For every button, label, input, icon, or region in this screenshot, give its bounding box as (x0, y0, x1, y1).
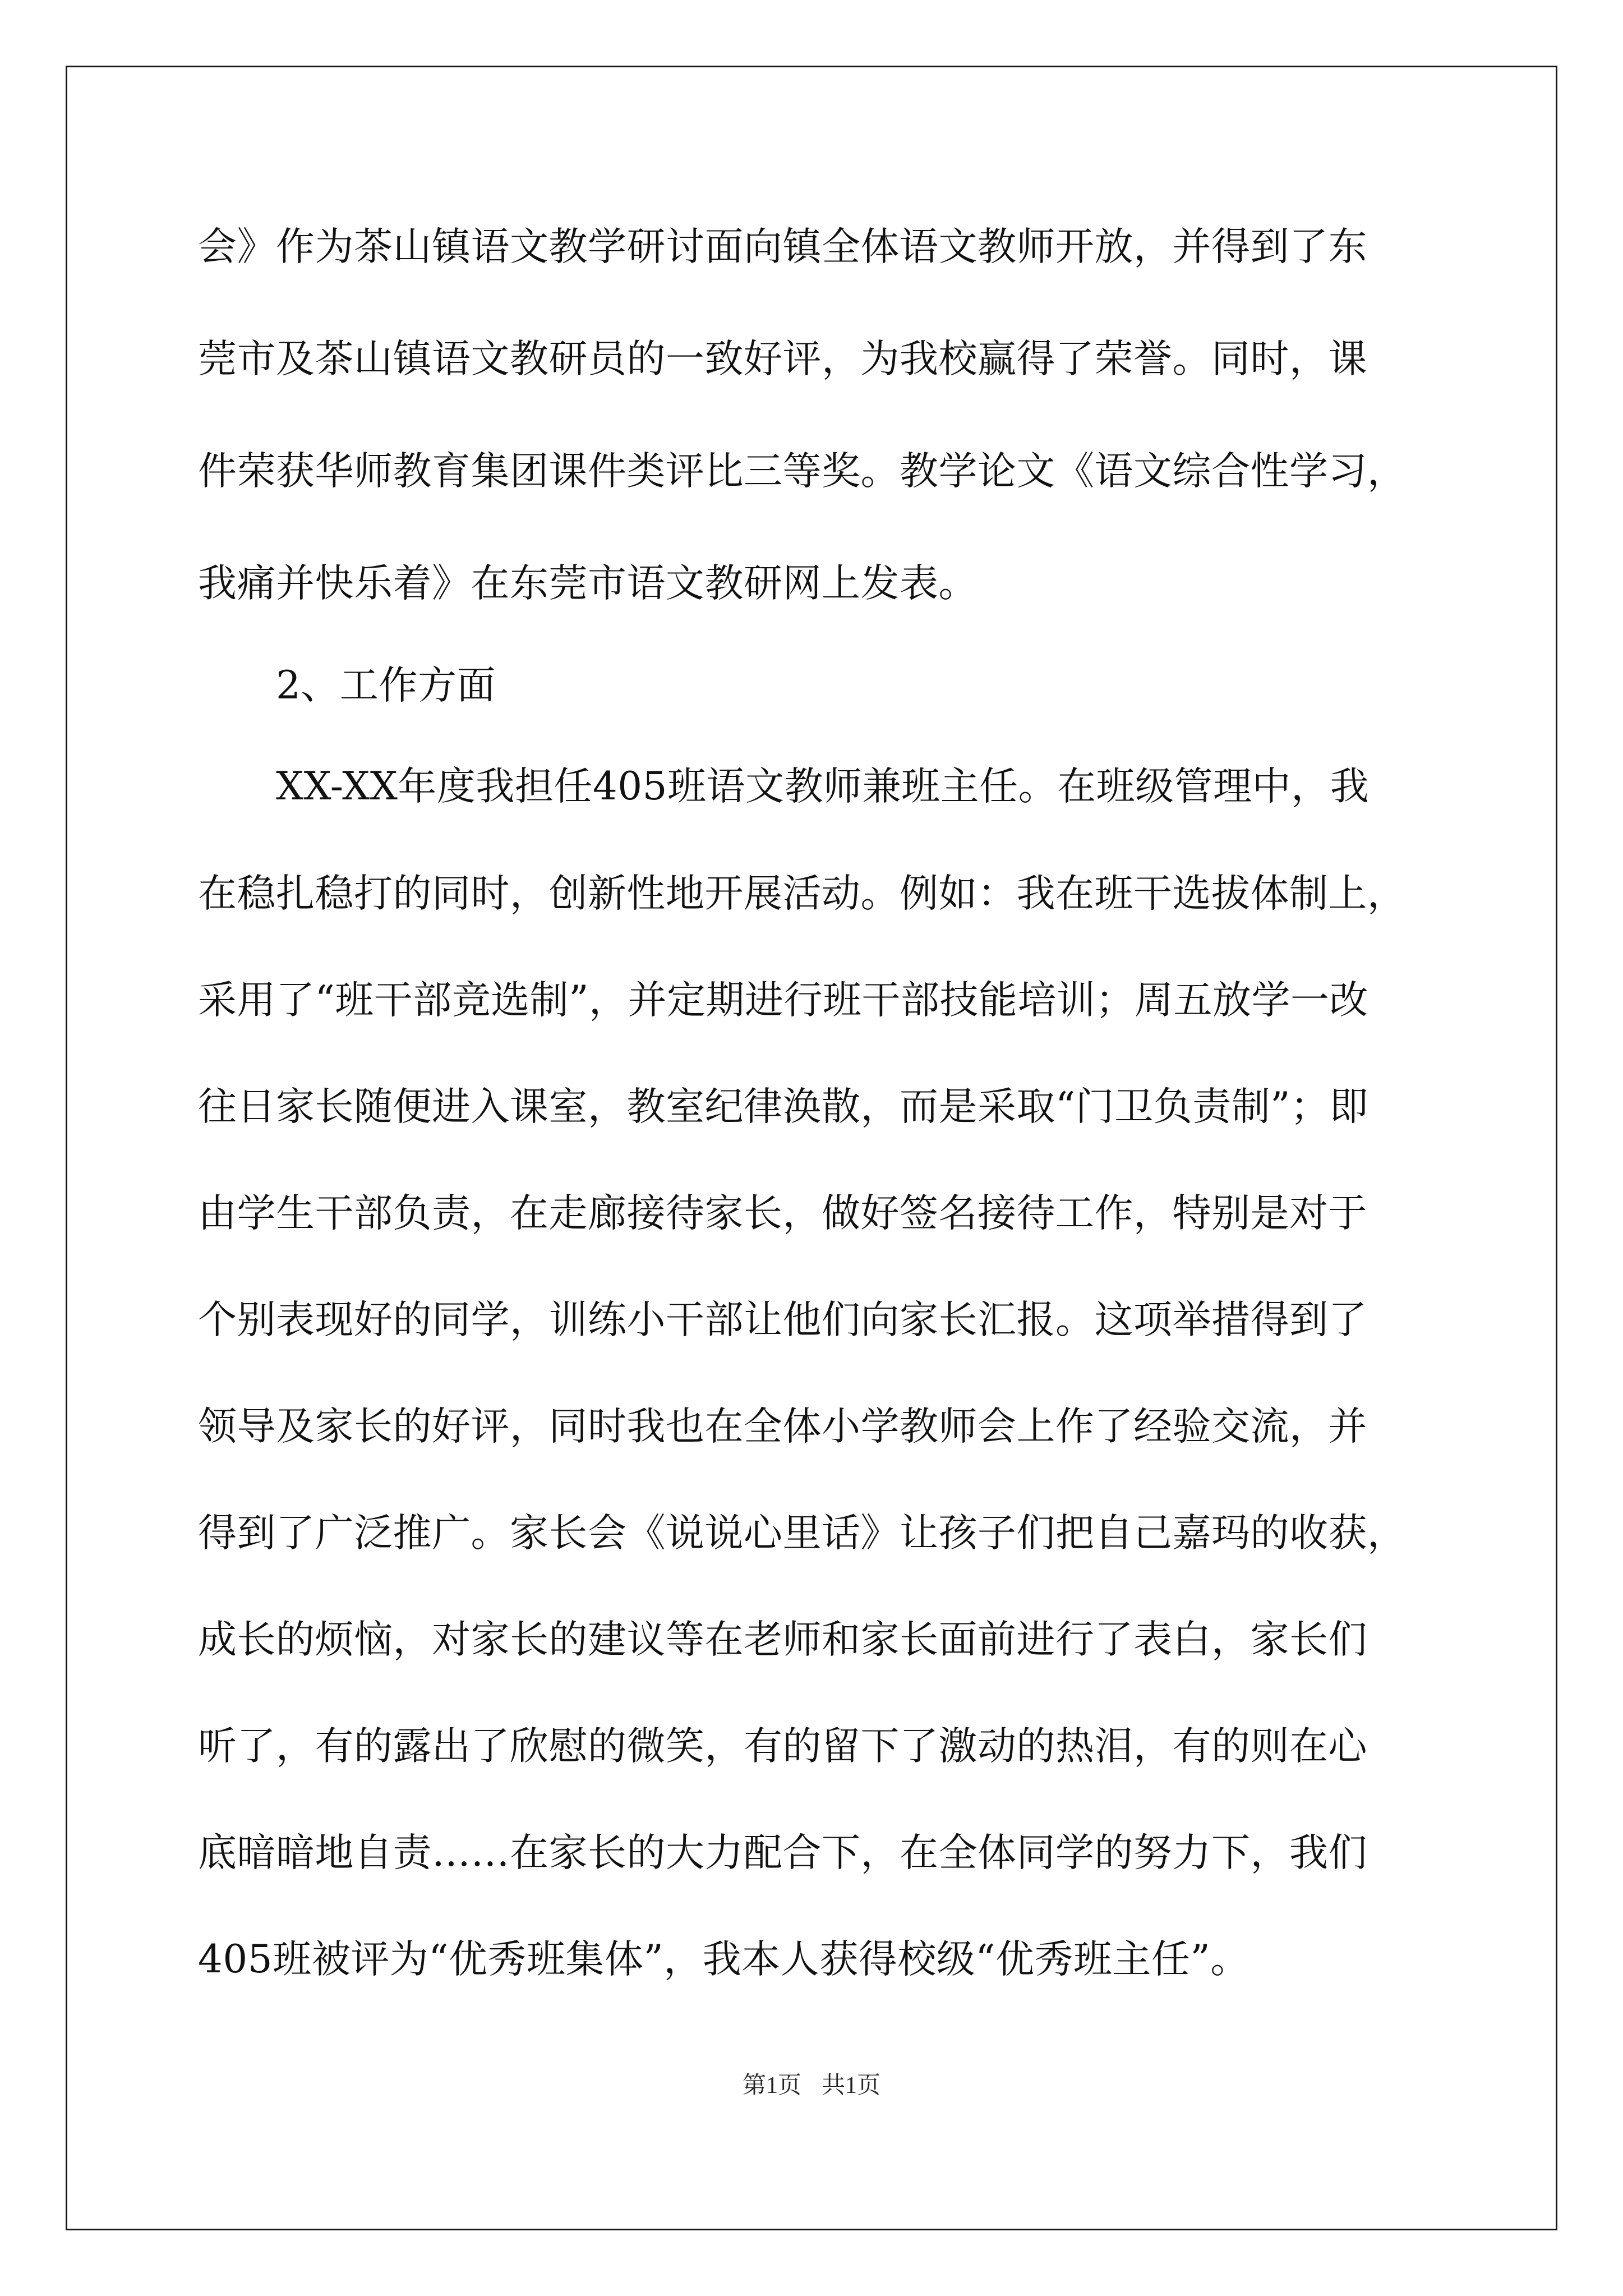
paragraph-line: XX-XX年度我担任405班语文教师兼班主任。在班级管理中，我 (276, 764, 1370, 809)
paragraph-line: 听了，有的露出了欣慰的微笑，有的留下了激动的热泪，有的则在心 (198, 1724, 1367, 1769)
paragraph-line: 会》作为茶山镇语文教学研讨面向镇全体语文教师开放，并得到了东 (198, 224, 1367, 269)
page-total: 共1页 (822, 2073, 881, 2099)
paragraph-line: 底暗暗地自责……在家长的大力配合下，在全体同学的努力下，我们 (198, 1830, 1367, 1875)
paragraph-line: 405班被评为“优秀班集体”，我本人获得校级“优秀班主任”。 (198, 1937, 1249, 1982)
paragraph-line: 领导及家长的好评，同时我也在全体小学教师会上作了经验交流，并 (198, 1404, 1367, 1449)
paragraph-line: 由学生干部负责，在走廊接待家长，做好签名接待工作，特别是对于 (198, 1191, 1367, 1236)
paragraph-line: 得到了广泛推广。家长会《说说心里话》让孩子们把自己嘉玛的收获， (198, 1511, 1407, 1556)
paragraph-line: 件荣获华师教育集团课件类评比三等奖。教学论文《语文综合性学习， (198, 449, 1407, 494)
page-border (66, 66, 1557, 2230)
paragraph-line: 莞市及茶山镇语文教研员的一致好评，为我校赢得了荣誉。同时，课 (198, 337, 1367, 381)
paragraph-line: 我痛并快乐着》在东莞市语文教研网上发表。 (198, 561, 978, 606)
page-number: 第1页 (742, 2073, 801, 2099)
section-heading: 2、工作方面 (276, 663, 496, 708)
page-footer (0, 2070, 1623, 2101)
paragraph-line: 在稳扎稳打的同时，创新性地开展活动。例如：我在班干选拔体制上， (198, 871, 1407, 916)
paragraph-line: 成长的烦恼，对家长的建议等在老师和家长面前进行了表白，家长们 (198, 1617, 1367, 1662)
paragraph-line: 往日家长随便进入课室，教室纪律涣散，而是采取“门卫负责制”；即 (198, 1084, 1369, 1129)
paragraph-line: 采用了“班干部竞选制”，并定期进行班干部技能培训；周五放学一改 (198, 978, 1369, 1023)
paragraph-line: 个别表现好的同学，训练小干部让他们向家长汇报。这项举措得到了 (198, 1297, 1367, 1342)
